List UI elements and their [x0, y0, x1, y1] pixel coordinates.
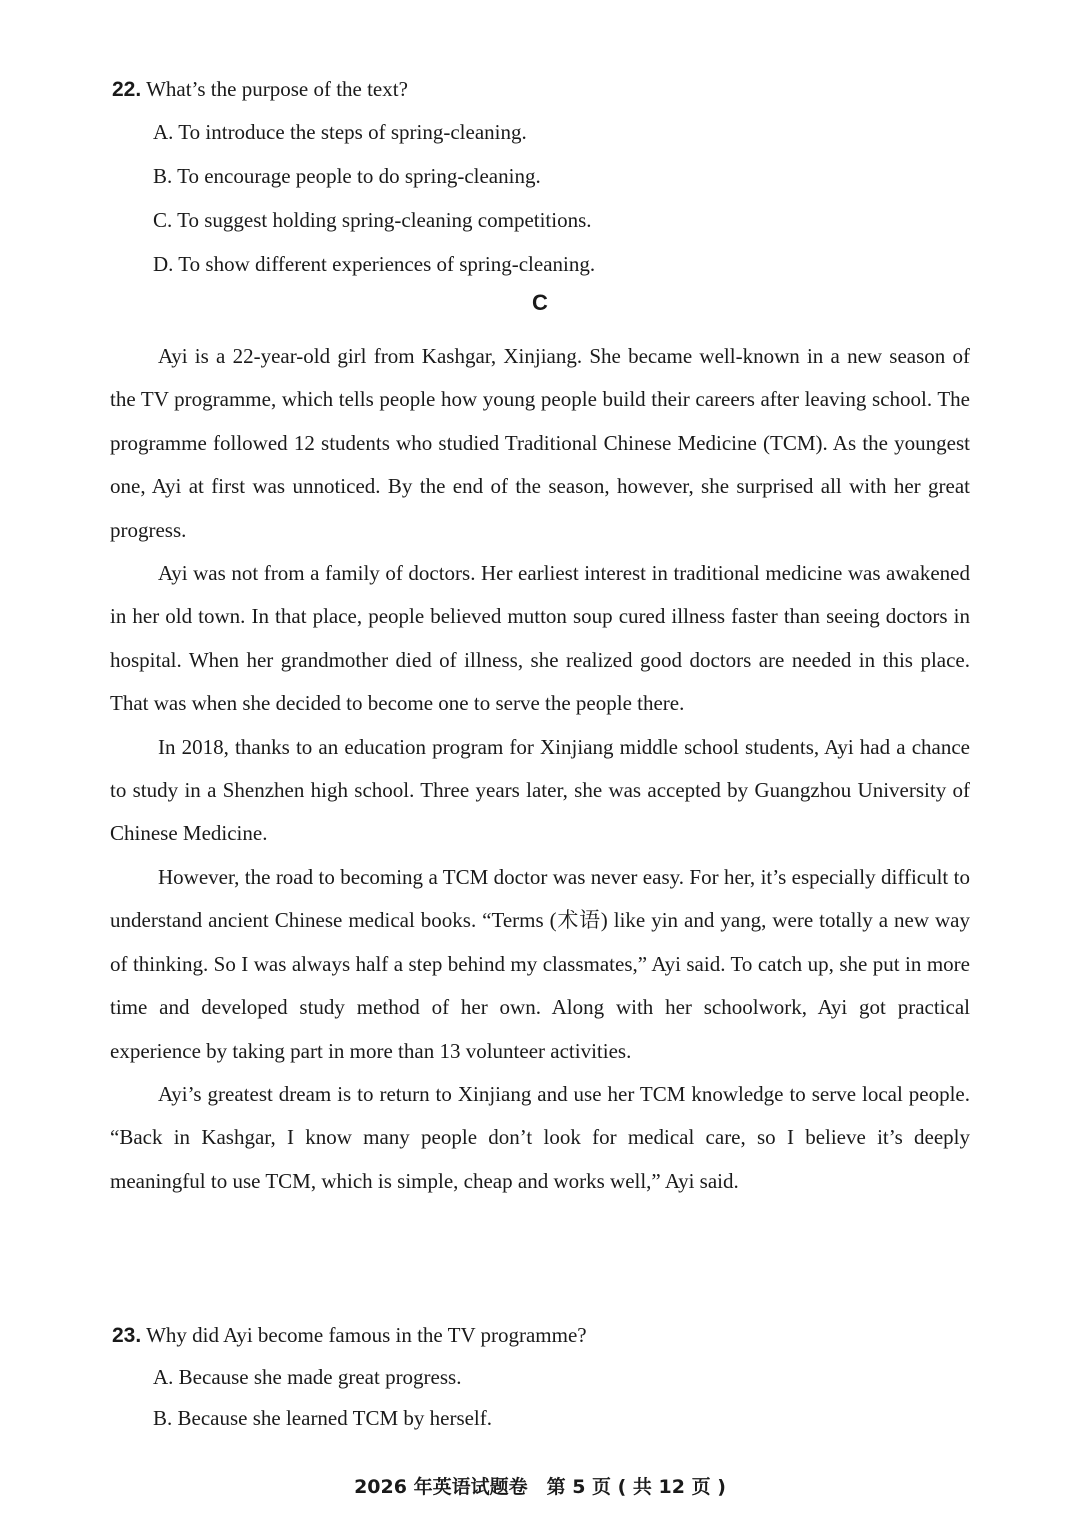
- question-23: [112, 1320, 587, 1351]
- page-footer: 2026 年英语试题卷 第 5 页 ( 共 12 页 ): [354, 1476, 726, 1498]
- question-22: [112, 74, 408, 105]
- question-stem: Why did Ayi become famous in the TV programme?: [146, 1323, 587, 1347]
- paragraph: However, the road to becoming a TCM doctor was never easy. For her, it’s especially difficult to understand ancient Chinese medical books. “Terms (术语) like yin and yang, were totally a new way of thinking. So I was always half a step behind my classmates,” Ayi said. To catch up, she put in more time and developed study method of her own. Along with her schoolwork, Ayi got practical experience by taking part in more than 13 volunteer activities.: [110, 864, 970, 1063]
- q23-option-a: A. Because she made great progress.: [153, 1365, 462, 1389]
- q22-option-a: A. To introduce the steps of spring-cleaning.: [153, 120, 527, 144]
- q22-option-c: C. To suggest holding spring-cleaning competitions.: [153, 208, 592, 232]
- q22-option-b: B. To encourage people to do spring-cleaning.: [153, 164, 541, 188]
- section-label: C: [532, 290, 548, 315]
- paragraph: Ayi is a 22-year-old girl from Kashgar, Xinjiang. She became well-known in a new season of the TV programme, which tells people how young people build their careers after leaving school. The programme followed 12 students who studied Traditional Chinese Medicine (TCM). As the youngest one, Ayi at first was unnoticed. By the end of the season, however, she surprised all with her great progress.: [110, 344, 970, 542]
- paragraph: Ayi’s greatest dream is to return to Xinjiang and use her TCM knowledge to serve local people. “Back in Kashgar, I know many people don’t look for medical care, so I believe it’s deeply meaningful to use TCM, which is simple, cheap and works well,” Ayi said.: [110, 1081, 970, 1193]
- question-stem: What’s the purpose of the text?: [146, 77, 408, 101]
- question-number: 22.: [112, 78, 142, 101]
- paragraph: In 2018, thanks to an education program for Xinjiang middle school students, Ayi had a chance to study in a Shenzhen high school. Three years later, she was accepted by Guangzhou University of Chinese Medicine.: [110, 734, 970, 846]
- q23-option-b: B. Because she learned TCM by herself.: [153, 1406, 493, 1430]
- reading-passage: [110, 335, 970, 1203]
- question-number: 23.: [112, 1324, 142, 1347]
- q22-option-d: D. To show different experiences of spring-cleaning.: [153, 252, 596, 276]
- paragraph: Ayi was not from a family of doctors. Her earliest interest in traditional medicine was awakened in her old town. In that place, people believed mutton soup cured illness faster than seeing doctors in hospital. When her grandmother died of illness, she realized good doctors are needed in this place. That was when she decided to become one to serve the people there.: [110, 561, 970, 716]
